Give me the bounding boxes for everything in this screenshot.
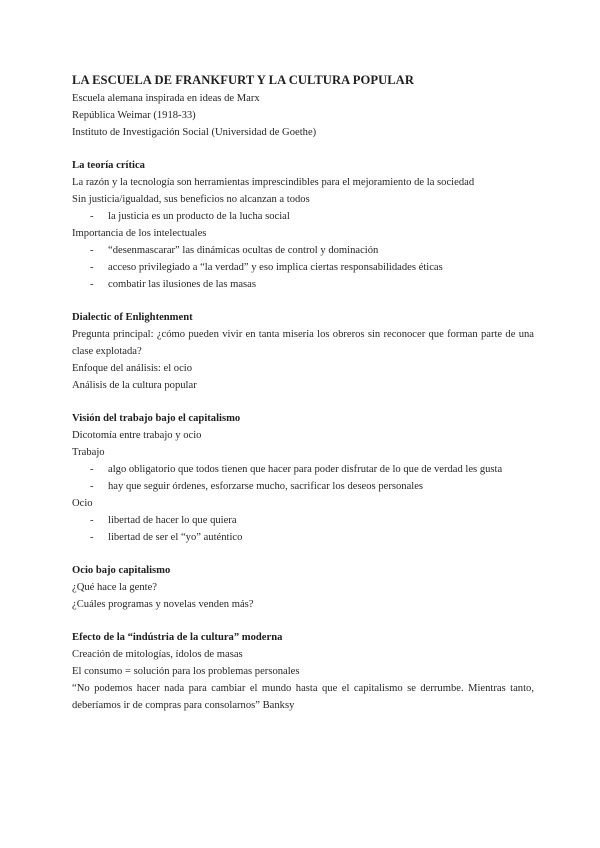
bullet-item	[72, 478, 534, 495]
text-line: Importancia de los intelectuales	[72, 228, 207, 239]
section-vision-trabajo	[72, 410, 534, 546]
bullet-item	[72, 276, 534, 293]
bullet-item	[72, 242, 534, 259]
bullet-item	[72, 208, 534, 225]
section-heading: Dialectic of Enlightenment	[72, 312, 193, 323]
text-line: Trabajo	[72, 447, 105, 458]
document-body	[72, 72, 534, 714]
section-heading: La teoría crítica	[72, 160, 145, 171]
section-industria-cultura	[72, 629, 534, 714]
text-paragraph: Pregunta principal: ¿cómo pueden vivir en tanta miseria los obreros sin reconocer que forman parte de una clase explotada?	[72, 329, 534, 357]
bullet-dash: -	[90, 515, 94, 526]
section-heading: Visión del trabajo bajo el capitalismo	[72, 413, 241, 424]
text-line: Creación de mitologías, ídolos de masas	[72, 649, 243, 660]
bullet-dash: -	[90, 245, 94, 256]
bullet-text: libertad de ser el “yo” auténtico	[108, 532, 243, 543]
bullet-text: combatir las ilusiones de las masas	[108, 279, 256, 290]
bullet-item	[72, 461, 534, 478]
text-line: Ocio	[72, 498, 93, 509]
text-line: Sin justicia/igualdad, sus beneficios no alcanzan a todos	[72, 194, 310, 205]
bullet-item	[72, 512, 534, 529]
bullet-dash: -	[90, 481, 94, 492]
bullet-item	[72, 529, 534, 546]
bullet-text: acceso privilegiado a “la verdad” y eso implica ciertas responsabilidades éticas	[108, 262, 443, 273]
text-line: Análisis de la cultura popular	[72, 380, 197, 391]
bullet-dash: -	[90, 279, 94, 290]
section-heading: Ocio bajo capitalismo	[72, 565, 171, 576]
document-title: LA ESCUELA DE FRANKFURT Y LA CULTURA POPULAR	[72, 73, 414, 87]
text-line: El consumo = solución para los problemas personales	[72, 666, 300, 677]
intro-line: República Weimar (1918-33)	[72, 110, 196, 121]
text-line: Dicotomía entre trabajo y ocio	[72, 430, 202, 441]
bullet-dash: -	[90, 532, 94, 543]
section-heading: Efecto de la “indústria de la cultura” moderna	[72, 632, 283, 643]
text-line: ¿Cuáles programas y novelas venden más?	[72, 599, 254, 610]
bullet-text: hay que seguir órdenes, esforzarse mucho, sacrificar los deseos personales	[108, 481, 424, 492]
bullet-text: libertad de hacer lo que quiera	[108, 515, 237, 526]
bullet-dash: -	[90, 262, 94, 273]
bullet-text: la justicia es un producto de la lucha social	[108, 211, 290, 222]
section-teoria-critica	[72, 157, 534, 293]
text-line: ¿Qué hace la gente?	[72, 582, 157, 593]
intro-line: Escuela alemana inspirada en ideas de Marx	[72, 93, 260, 104]
bullet-item	[72, 259, 534, 276]
bullet-dash: -	[90, 211, 94, 222]
intro-line: Instituto de Investigación Social (Universidad de Goethe)	[72, 127, 317, 138]
bullet-dash: -	[90, 464, 94, 475]
text-line: Enfoque del análisis: el ocio	[72, 363, 193, 374]
bullet-text: “desenmascarar” las dinámicas ocultas de control y dominación	[108, 245, 379, 256]
section-dialectic	[72, 309, 534, 394]
quote-paragraph: “No podemos hacer nada para cambiar el mundo hasta que el capitalismo se derrumbe. Mientras tanto, deberíamos ir de compras para consolarnos” Banksy	[72, 683, 534, 711]
section-ocio-capitalismo	[72, 562, 534, 613]
text-line: La razón y la tecnología son herramientas imprescindibles para el mejoramiento de la sociedad	[72, 177, 475, 188]
bullet-text: algo obligatorio que todos tienen que hacer para poder disfrutar de lo que de verdad les gusta	[108, 464, 503, 475]
